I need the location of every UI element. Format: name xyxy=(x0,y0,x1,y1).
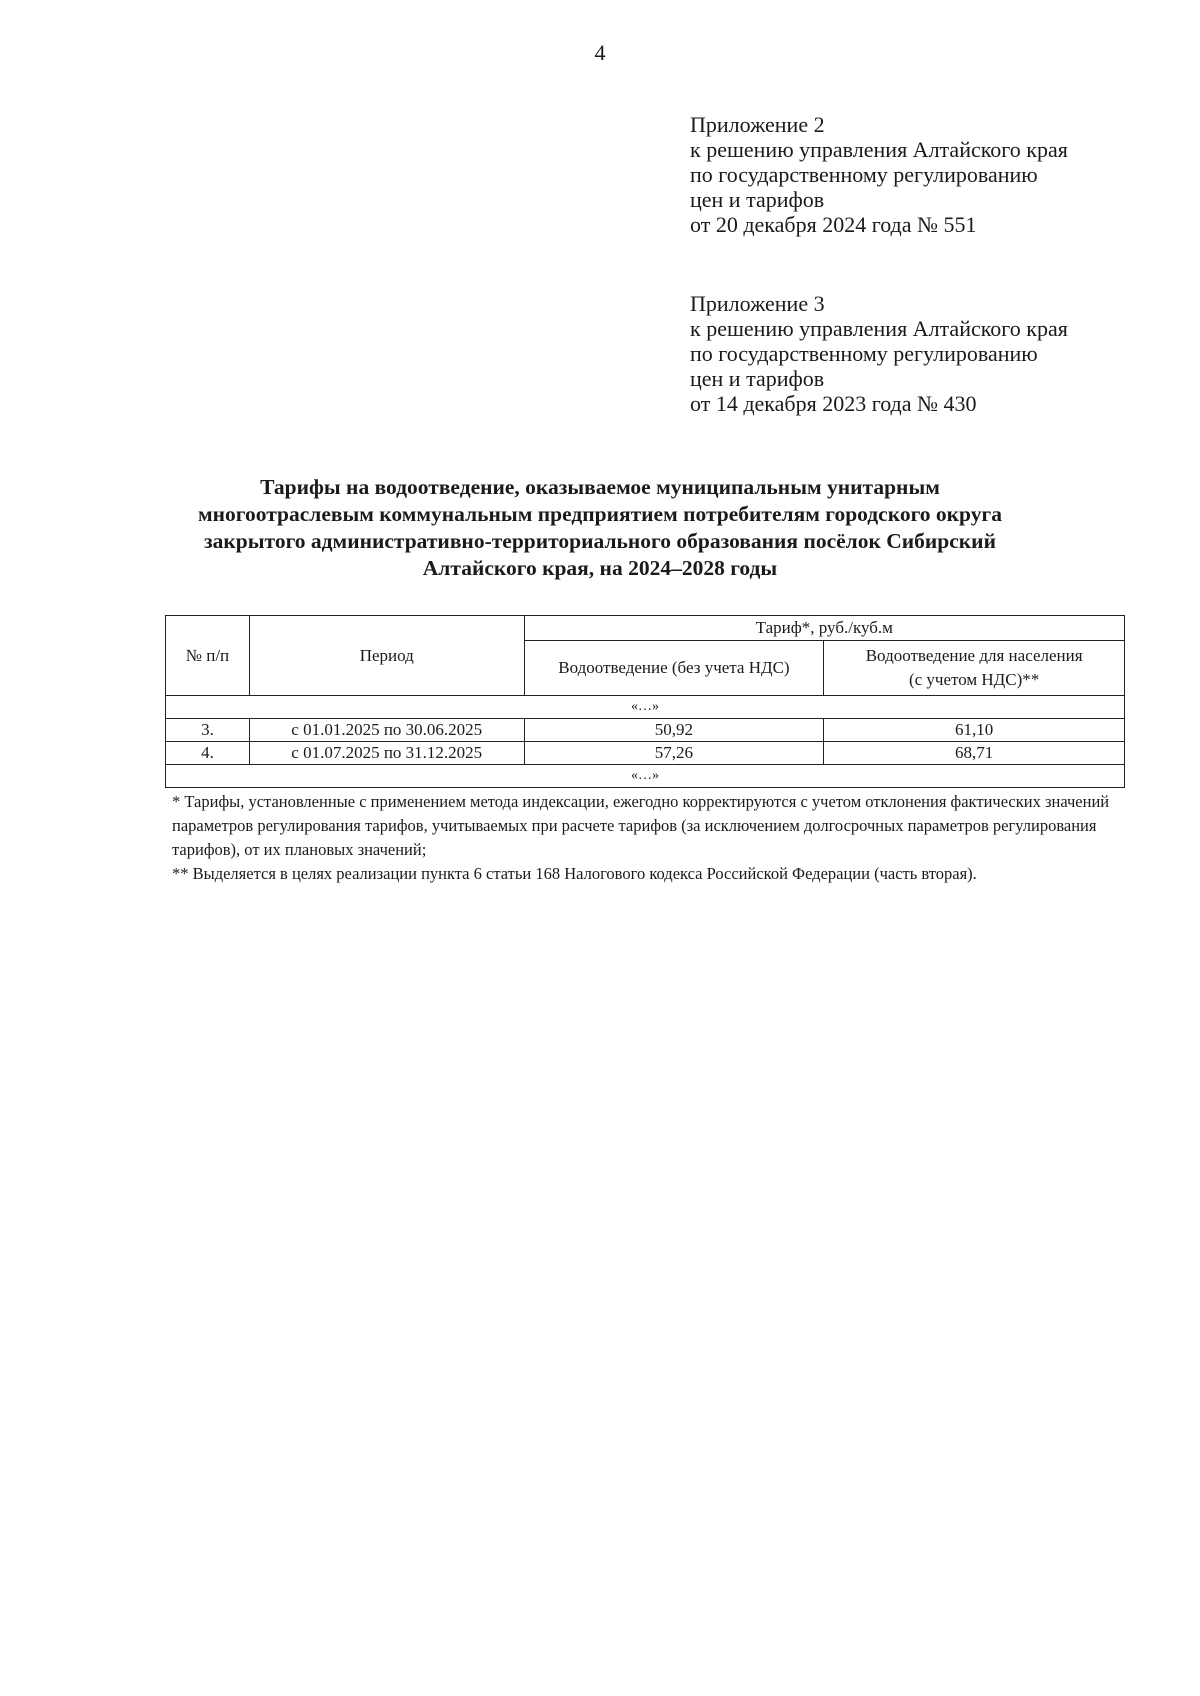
ellipsis-row: «…» xyxy=(166,696,1125,719)
appendix-3-header xyxy=(690,291,1160,416)
title-line: Алтайского края, на 2024–2028 годы xyxy=(422,556,778,580)
cell-period: с 01.01.2025 по 30.06.2025 xyxy=(249,719,524,742)
cell-number: 4. xyxy=(166,742,250,765)
header-no-vat: Водоотведение (без учета НДС) xyxy=(524,641,824,696)
cell-population: 68,71 xyxy=(824,742,1125,765)
cell-no-vat: 57,26 xyxy=(524,742,824,765)
appendix-line: от 14 декабря 2023 года № 430 xyxy=(690,391,977,416)
page-number: 4 xyxy=(594,40,606,65)
appendix-2-header xyxy=(690,112,1160,237)
appendix-line: цен и тарифов xyxy=(690,187,825,212)
header-period: Период xyxy=(249,616,524,696)
appendix-line: Приложение 3 xyxy=(690,291,825,316)
header-population-line: (с учетом НДС)** xyxy=(908,670,1040,689)
table-row xyxy=(166,719,1125,742)
header-population-line: Водоотведение для населения xyxy=(865,646,1083,665)
document-title xyxy=(150,474,1050,582)
appendix-line: Приложение 2 xyxy=(690,112,825,137)
appendix-line: по государственному регулированию xyxy=(690,162,1038,187)
cell-no-vat: 50,92 xyxy=(524,719,824,742)
cell-number: 3. xyxy=(166,719,250,742)
appendix-line: к решению управления Алтайского края xyxy=(690,137,1068,162)
tariff-table xyxy=(165,615,1125,788)
header-number: № п/п xyxy=(166,616,250,696)
footnote-2: ** Выделяется в целях реализации пункта 6 статьи 168 Налогового кодекса Российской Федерации (часть вторая). xyxy=(172,864,977,883)
cell-period: с 01.07.2025 по 31.12.2025 xyxy=(249,742,524,765)
cell-population: 61,10 xyxy=(824,719,1125,742)
appendix-line: к решению управления Алтайского края xyxy=(690,316,1068,341)
footnotes xyxy=(172,790,1132,886)
appendix-line: цен и тарифов xyxy=(690,366,825,391)
appendix-line: от 20 декабря 2024 года № 551 xyxy=(690,212,977,237)
header-tariff-group: Тариф*, руб./куб.м xyxy=(524,616,1124,641)
ellipsis-row: «…» xyxy=(166,765,1125,788)
title-line: многоотраслевым коммунальным предприятием потребителям городского округа xyxy=(197,502,1002,526)
table-row xyxy=(166,742,1125,765)
appendix-line: по государственному регулированию xyxy=(690,341,1038,366)
header-population xyxy=(824,641,1125,696)
footnote-1: * Тарифы, установленные с применением метода индексации, ежегодно корректируются с учетом отклонения фактических значений параметров регулирования тарифов, учитываемых при расчете тарифов (за исключением долгосрочных параметров регулирования тарифов), от их плановых значений; xyxy=(172,792,1110,859)
title-line: закрытого административно-территориального образования посёлок Сибирский xyxy=(204,529,996,553)
title-line: Тарифы на водоотведение, оказываемое муниципальным унитарным xyxy=(260,475,940,499)
